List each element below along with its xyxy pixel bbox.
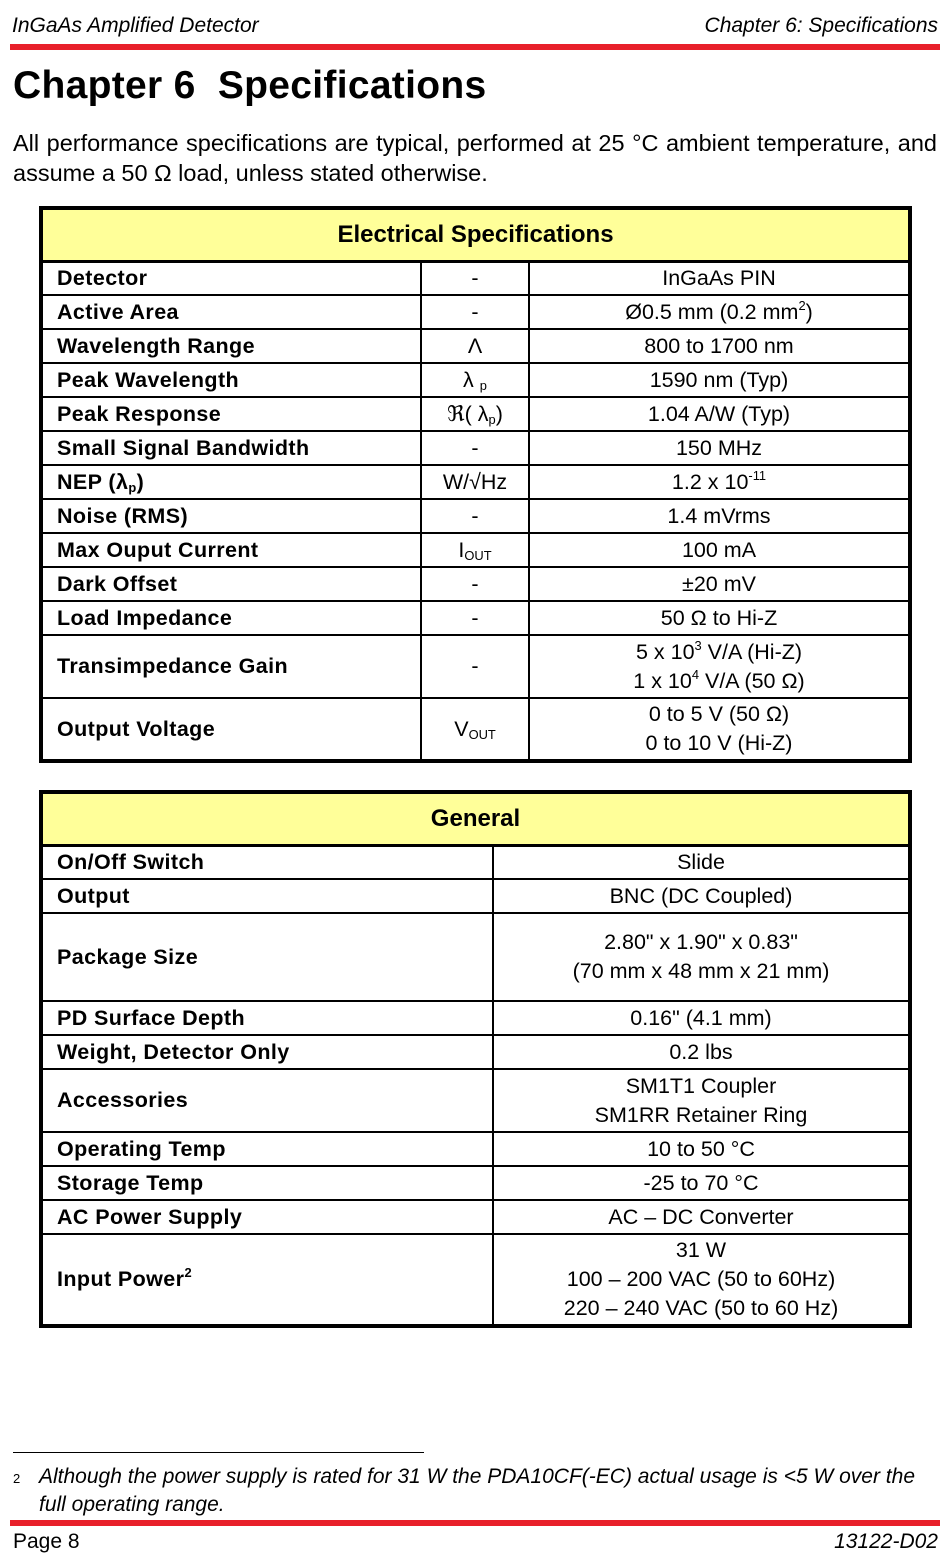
table-row [41, 397, 910, 431]
param-symbol: $I_{OUT}$ [421, 533, 529, 567]
page-footer [13, 1530, 938, 1554]
general-table-title: General [41, 792, 910, 845]
param-label: NEP $(\lambda_p)$ [41, 465, 421, 499]
table-row [41, 295, 910, 329]
table-row [41, 431, 910, 465]
param-value: 0.16" (4.1 mm) [493, 1001, 910, 1035]
param-label: Peak Response [41, 397, 421, 431]
table-row [41, 1234, 910, 1326]
param-value: Slide [493, 845, 910, 879]
param-value: 1.2 x $10^{-11}$ [529, 465, 910, 499]
page-header [12, 14, 938, 40]
param-value: BNC (DC Coupled) [493, 879, 910, 913]
param-value: 800 to 1700 nm [529, 329, 910, 363]
param-value: SM1T1 Coupler SM1RR Retainer Ring [493, 1069, 910, 1132]
footnote-text: Although the power supply is rated for 31 W the PDA10CF(-EC) actual usage is <5 W over the full operating range. [39, 1465, 916, 1516]
table-row [41, 329, 910, 363]
table-row [41, 533, 910, 567]
param-value: 1.4 mVrms [529, 499, 910, 533]
param-value: 1.04 A/W (Typ) [529, 397, 910, 431]
param-label: Noise (RMS) [41, 499, 421, 533]
header-rule [10, 44, 940, 50]
param-value: 31 W 100 – 200 VAC (50 to 60Hz) 220 – 240 VAC (50 to 60 Hz) [493, 1234, 910, 1326]
param-label: Package Size [41, 913, 493, 1001]
param-symbol: λ $_p$ [421, 363, 529, 397]
page-number: Page 8 [13, 1530, 80, 1553]
param-label: Output Voltage [41, 698, 421, 761]
document-id: 13122-D02 [834, 1530, 938, 1553]
param-label: Transimpedance Gain [41, 635, 421, 698]
table-row [41, 879, 910, 913]
table-row [41, 698, 910, 761]
param-label: Weight, Detector Only [41, 1035, 493, 1069]
param-symbol: - [421, 261, 529, 295]
param-value: 1590 nm (Typ) [529, 363, 910, 397]
param-label: Storage Temp [41, 1166, 493, 1200]
table-row [41, 1001, 910, 1035]
param-value: 5 x $10^3$ V/A (Hi-Z) 1 x $10^4$ V/A (50 Ω) [529, 635, 910, 698]
param-symbol: - [421, 295, 529, 329]
param-label: AC Power Supply [41, 1200, 493, 1234]
param-value: -25 to 70 °C [493, 1166, 910, 1200]
param-value: 0.2 lbs [493, 1035, 910, 1069]
param-symbol: - [421, 635, 529, 698]
param-symbol: - [421, 499, 529, 533]
param-label: Dark Offset [41, 567, 421, 601]
param-symbol: Λ [421, 329, 529, 363]
param-symbol: - [421, 431, 529, 465]
param-label: Active Area [41, 295, 421, 329]
chapter-title: Chapter 6 Specifications [13, 64, 487, 107]
param-symbol: - [421, 601, 529, 635]
table-row [41, 567, 910, 601]
general-specifications-table [39, 790, 912, 1328]
param-value: InGaAs PIN [529, 261, 910, 295]
table-row [41, 1069, 910, 1132]
param-label: Output [41, 879, 493, 913]
param-value: 150 MHz [529, 431, 910, 465]
param-value: 10 to 50 °C [493, 1132, 910, 1166]
footnote-rule [13, 1452, 424, 1453]
param-symbol: ℜ( $\lambda_p$) [421, 397, 529, 431]
table-row [41, 913, 910, 1001]
table-row [41, 1200, 910, 1234]
param-value: ±20 mV [529, 567, 910, 601]
param-label: Max Ouput Current [41, 533, 421, 567]
param-label: PD Surface Depth [41, 1001, 493, 1035]
table-row [41, 1035, 910, 1069]
param-value: AC – DC Converter [493, 1200, 910, 1234]
param-label: Detector [41, 261, 421, 295]
param-label: Peak Wavelength [41, 363, 421, 397]
table-row [41, 499, 910, 533]
param-label: Small Signal Bandwidth [41, 431, 421, 465]
table-row [41, 601, 910, 635]
param-label: Operating Temp [41, 1132, 493, 1166]
table-row [41, 261, 910, 295]
param-label: Load Impedance [41, 601, 421, 635]
param-value: 50 Ω to Hi-Z [529, 601, 910, 635]
param-value: 100 mA [529, 533, 910, 567]
param-symbol: $V_{OUT}$ [421, 698, 529, 761]
footnote-mark: 2 [13, 1471, 21, 1486]
param-label: Accessories [41, 1069, 493, 1132]
intro-paragraph: All performance specifications are typical, performed at 25 °C ambient temperature, and assume a 50 Ω load, unless stated otherwise. [13, 130, 937, 186]
header-chapter: Chapter 6: Specifications [704, 14, 938, 37]
param-symbol: - [421, 567, 529, 601]
table-row [41, 845, 910, 879]
table-row [41, 363, 910, 397]
table-row [41, 465, 910, 499]
param-symbol: W/√Hz [421, 465, 529, 499]
electrical-table-title: Electrical Specifications [41, 208, 910, 261]
table-row [41, 1166, 910, 1200]
param-value: 0 to 5 V (50 Ω) 0 to 10 V (Hi-Z) [529, 698, 910, 761]
header-doc-title: InGaAs Amplified Detector [12, 14, 259, 37]
param-label: Input Power$^2$ [41, 1234, 493, 1326]
footer-rule [10, 1520, 940, 1526]
electrical-specifications-table [39, 206, 912, 763]
footnote [13, 1463, 930, 1519]
param-value: 2.80" x 1.90" x 0.83" (70 mm x 48 mm x 21 mm) [493, 913, 910, 1001]
table-row [41, 1132, 910, 1166]
param-label: On/Off Switch [41, 845, 493, 879]
param-label: Wavelength Range [41, 329, 421, 363]
table-row [41, 635, 910, 698]
param-value: Ø0.5 mm (0.2 $mm^2$) [529, 295, 910, 329]
